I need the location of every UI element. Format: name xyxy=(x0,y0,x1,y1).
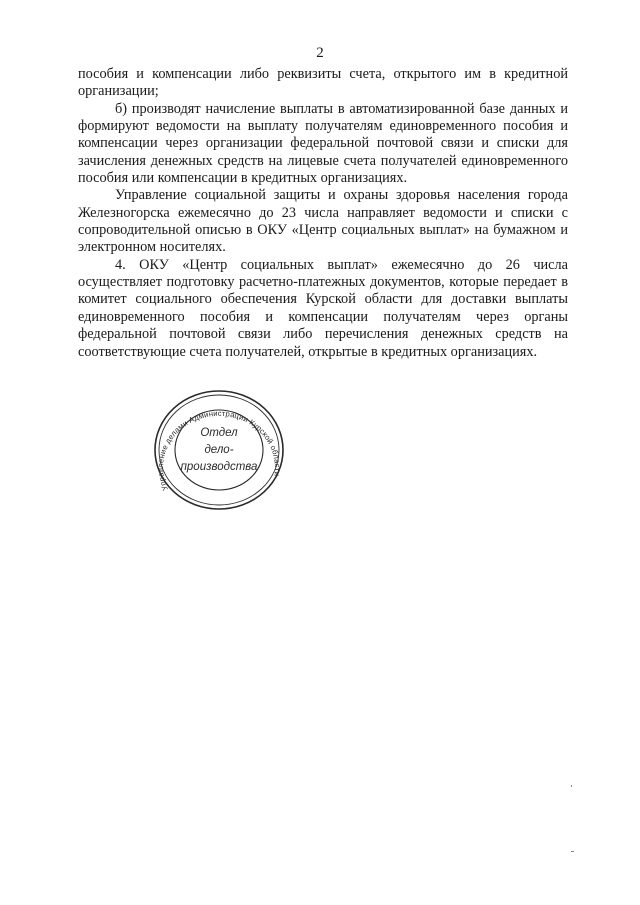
office-stamp xyxy=(153,389,285,511)
scan-speck xyxy=(571,785,572,787)
stamp-center-line-2: дело- xyxy=(204,444,234,456)
paragraph-social-protection: Управление социальной защиты и охраны здоровья населения города Железногорска ежемесячно до 23 числа направляет ведомости и списки с сопроводительной описью в ОКУ «Центр социальных выплат» на бумажном и электронном носителях. xyxy=(78,187,568,256)
scan-speck xyxy=(571,851,574,852)
document-body xyxy=(78,66,568,361)
paragraph-item-b: б) производят начисление выплаты в автоматизированной базе данных и формируют ведомости на выплату получателям единовременного пособия и компенсации через организации федеральной почтовой связи и списки для зачисления денежных средств на лицевые счета получателей единовременного пособия или компенсации в кредитных организациях. xyxy=(78,100,568,187)
stamp-center-line-3: производства xyxy=(180,461,258,473)
stamp-ring-text: Управление делами Администрации Курской области xyxy=(155,408,283,492)
stamp-center-line-1: Отдел xyxy=(200,427,238,439)
paragraph-continuation: пособия и компенсации либо реквизиты счета, открытого им в кредитной организации; xyxy=(78,66,568,100)
paragraph-item-4: 4. ОКУ «Центр социальных выплат» ежемесячно до 26 числа осуществляет подготовку расчетно-платежных документов, которые передает в комитет социального обеспечения Курской области для доставки выплаты единовременного пособия и компенсации получателям через органы федеральной почтовой связи либо перечисления денежных средств на соответствующие счета получателей, открытые в кредитных организациях. xyxy=(78,256,568,360)
page-number: 2 xyxy=(316,45,324,61)
